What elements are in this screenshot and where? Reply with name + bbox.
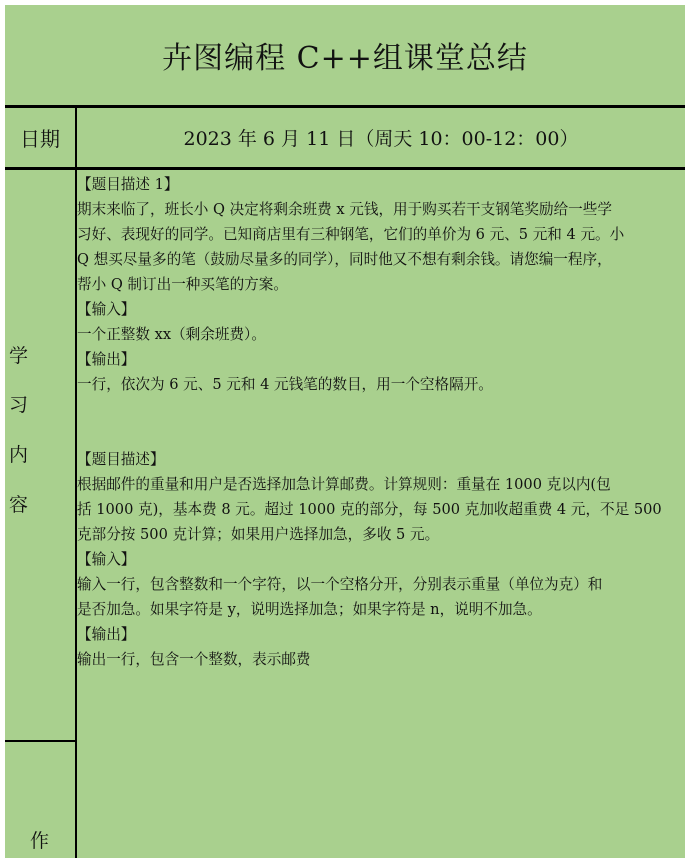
learning-label-char-1: 学 [9,345,29,367]
problem1-output-text: 一行，依次为 6 元、5 元和 4 元钱笔的数目，用一个空格隔开。 [77,376,493,393]
problem1-description-line: 帮小 Q 制订出一种买笔的方案。 [77,276,288,293]
problem2-input-heading: 【输入】 [77,551,136,568]
problem1-input-heading: 【输入】 [77,301,136,318]
date-bottom-border [5,167,685,170]
problem2-input-line: 输入一行，包含整数和一个字符，以一个空格分开，分别表示重量（单位为克）和 [77,576,603,593]
learning-label-char-3: 内 [9,444,29,466]
problem2-output-heading: 【输出】 [77,626,136,643]
learning-content [77,172,689,672]
problem1-description-line: 期末来临了，班长小 Q 决定将剩余班费 x 元钱，用于购买若干支钢笔奖励给一些学 [77,201,612,218]
learning-label-char-4: 容 [9,494,29,516]
summary-sheet [5,5,685,858]
problem2-output-text: 输出一行，包含一个整数，表示邮费 [77,651,311,668]
page-title: 卉图编程 C++组课堂总结 [162,41,528,76]
problem2-description-line: 括 1000 克)，基本费 8 元。超过 1000 克的部分，每 500 克加收超重费 4 元，不足 500 [77,501,662,518]
work-label-char: 作 [30,830,50,852]
problem2-heading: 【题目描述】 [77,451,165,468]
problem1-description-line: Q 想买尽量多的笔（鼓励尽量多的同学），同时他又不想有剩余钱。请您编一程序， [77,251,612,268]
problem1-input-text: 一个正整数 xx（剩余班费）。 [77,326,266,343]
problem2-input-line: 是否加急。如果字符是 y，说明选择加急；如果字符是 n，说明不加急。 [77,601,542,618]
section-divider-border [5,740,75,742]
date-value: 2023 年 6 月 11 日（周天 10：00-12：00） [183,128,579,150]
problem1-description-line: 习好、表现好的同学。已知商店里有三种钢笔，它们的单价为 6 元、5 元和 4 元。小 [77,226,625,243]
date-label: 日期 [20,127,60,151]
problem1-heading: 【题目描述 1】 [77,176,179,193]
problem2-description-line: 克部分按 500 克计算；如果用户选择加急，多收 5 元。 [77,526,440,543]
problem1-output-heading: 【输出】 [77,351,136,368]
problem2-description-line: 根据邮件的重量和用户是否选择加急计算邮费。计算规则：重量在 1000 克以内(包 [77,476,611,493]
learning-label-char-2: 习 [9,394,29,416]
blank-gap [77,397,689,447]
